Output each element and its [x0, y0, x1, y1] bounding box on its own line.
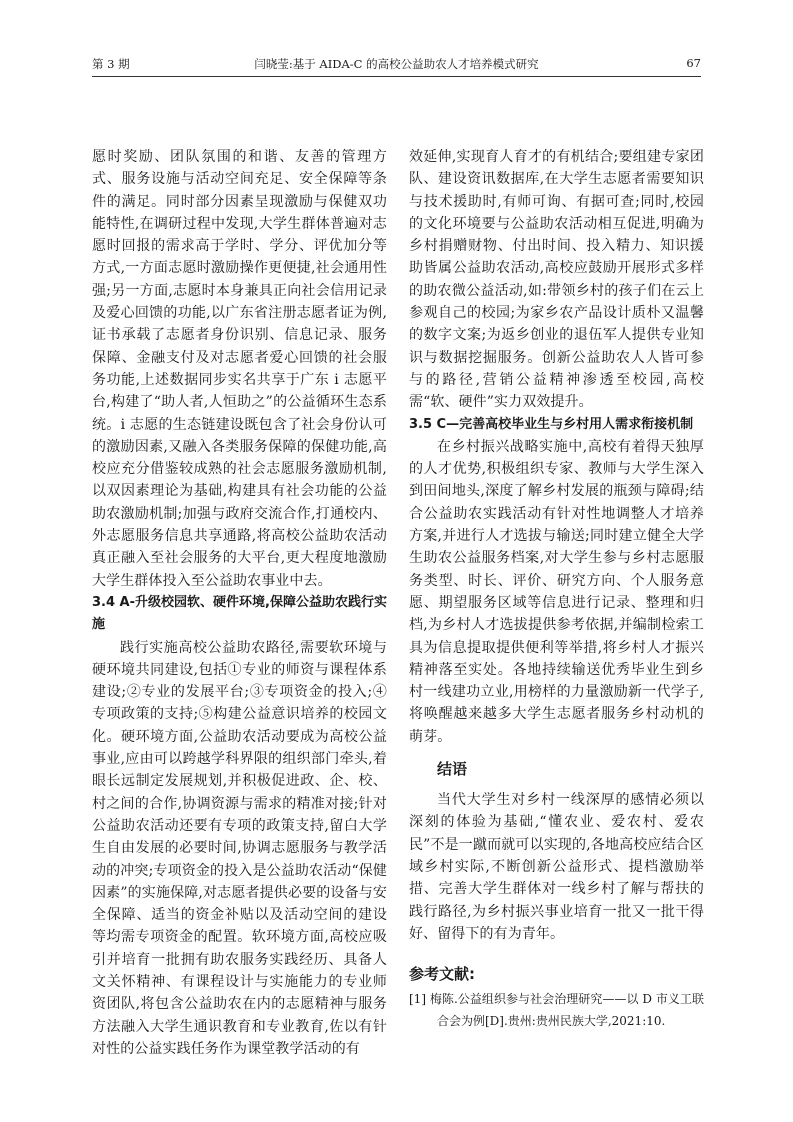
page-number: 67 — [686, 56, 701, 70]
issue-number: 第 3 期 — [92, 57, 130, 71]
right-column — [409, 146, 704, 1032]
section-heading-3-5: 3.5 C—完善高校毕业生与乡村用人需求衔接机制 — [409, 416, 694, 432]
running-header — [92, 52, 701, 74]
running-title: 闫晓莹:基于 AIDA-C 的高校公益助农人才培养模式研究 — [254, 57, 539, 71]
body-paragraph: 愿时奖励、团队氛围的和谐、友善的管理方式、服务设施与活动空间充足、安全保障等条件的满足。同时部分因素呈现激励与保健双功能特性,在调研过程中发现,大学生群体普遍对志愿时回报的需求高于学时、学分、评优加分等方式,一方面志愿时激励操作更便捷,社会通用性强;另一方面,志愿时本身兼具正向社会信用记录及爱心回馈的功能,以广东省注册志愿者证为例,证书承载了志愿者身份识别、信息记录、服务保障、金融支付及对志愿者爱心回馈的社会服务功能,上述数据同步实名共享于广东 i 志愿平台,构建了“助人者,人恒助之”的公益循环生态系统。i 志愿的生态链建设既包含了社会身份认可的激励因素,又融入各类服务保障的保健功能,高校应充分借鉴较成熟的社会志愿服务激励机制,以双因素理论为基础,构建具有社会功能的公益助农激励机制;加强与政府交流合作,打通校内、外志愿服务信息共享通路,将高校公益助农活动真正融入至社会服务的大平台,更大程度地激励大学生群体投入至公益助农事业中去。 — [92, 149, 387, 589]
body-paragraph: 在乡村振兴战略实施中,高校有着得天独厚的人才优势,积极组织专家、教师与大学生深入到田间地头,深度了解乡村发展的瓶颈与障碍;结合公益助农实践活动有针对性地调整人才培养方案,并进行人才选拔与输送;同时建立健全大学生助农公益服务档案,对大学生参与乡村志愿服务类型、时长、评价、研究方向、个人服务意愿、期望服务区域等信息进行记录、整理和归档,为乡村人才选拔提供参考依据,并编制检索工具为信息提取提供便利等举措,将乡村人才振兴精神落至实处。各地持续输送优秀毕业生到乡村一线建功立业,用榜样的力量激励新一代学子,将唤醒越来越多大学生志愿者服务乡村动机的萌芽。 — [409, 438, 704, 745]
header-rule — [92, 76, 701, 77]
section-heading-3-4: 3.4 A-升级校园软、硬件环境,保障公益助农践行实施 — [92, 594, 387, 633]
left-column — [92, 146, 387, 1060]
body-paragraph: 效延伸,实现育人育才的有机结合;要组建专家团队、建设资讯数据库,在大学生志愿者需要知识与技术援助时,有师可询、有据可查;同时,校园的文化环境要与公益助农活动相互促进,明确为乡村捐赠财物、付出时间、投入精力、知识援助皆属公益助农活动,高校应鼓励开展形式多样的助农微公益活动,如:带领乡村的孩子们在云上参观自己的校园;为家乡农产品设计质朴又温馨的数字文案;为返乡创业的退伍军人提供专业知识与数据挖掘服务。创新公益助农人人皆可参与的路径,营销公益精神渗透至校园,高校需“软、硬件”实力双效提升。 — [409, 149, 704, 411]
body-paragraph: 践行实施高校公益助农路径,需要软环境与硬环境共同建设,包括①专业的师资与课程体系建设;②专业的发展平台;③专项资金的投入;④专项政策的支持;⑤构建公益意识培养的校园文化。硬环境方面,公益助农活动要成为高校公益事业,应由可以跨越学科界限的组织部门牵头,着眼长远制定发展规划,并积极促进政、企、校、村之间的合作,协调资源与需求的精准对接;针对公益助农活动还要有专项的政策支持,留白大学生自由发展的必要时间,协调志愿服务与教学活动的冲突;专项资金的投入是公益助农活动“保健因素”的实施保障,对志愿者提供必要的设备与安全保障、适当的资金补贴以及活动空间的建设等均需专项资金的配置。软环境方面,高校应吸引并培育一批拥有助农服务实践经历、具备人文关怀精神、有课程设计与实施能力的专业师资团队,将包含公益助农在内的志愿精神与服务方法融入大学生通识教育和专业教育,佐以有针对性的公益实践任务作为课堂教学活动的有 — [92, 639, 387, 1057]
conclusion-paragraph: 当代大学生对乡村一线深厚的感情必须以深刻的体验为基础,“懂农业、爱农村、爱农民”不是一蹴而就可以实现的,各地高校应结合区域乡村实际,不断创新公益形式、提档激励举措、完善大学生群体对一线乡村了解与帮扶的践行路径,为乡村振兴事业培育一批又一批干得好、留得下的有为青年。 — [409, 792, 704, 942]
reference-item: [1] 梅陈.公益组织参与社会治理研究——以 D 市义工联合会为例[D].贵州:贵州民族大学,2021:10. — [409, 992, 704, 1029]
references-heading: 参考文献: — [409, 965, 475, 984]
conclusion-heading: 结语 — [437, 760, 468, 779]
